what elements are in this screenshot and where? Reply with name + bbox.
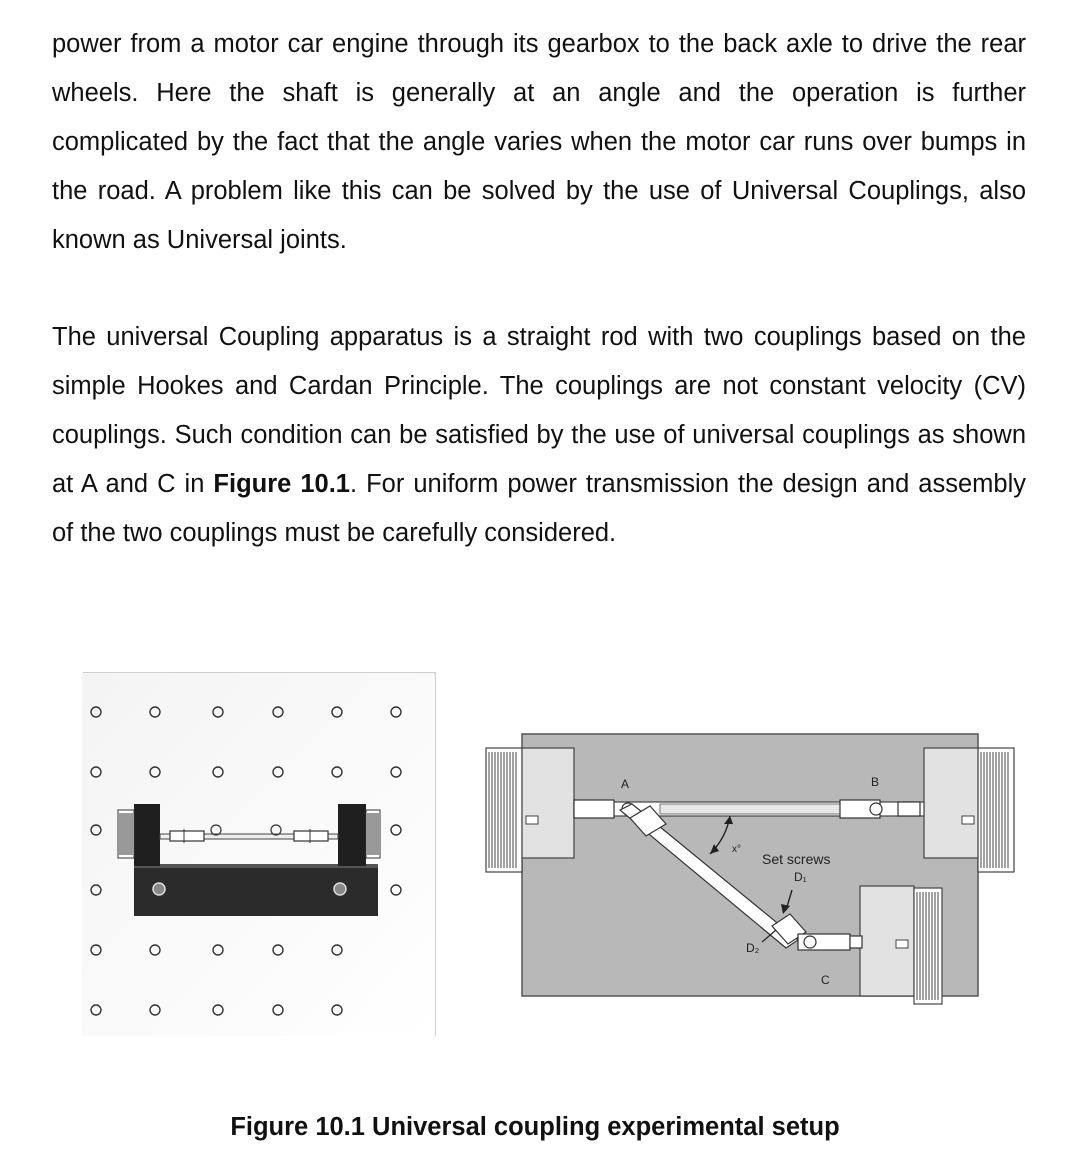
base-screw-icon (334, 883, 346, 895)
right-bearing-block (338, 804, 366, 866)
label-angle: x° (732, 844, 741, 855)
joint-b-icon (870, 803, 882, 815)
label-c: C (821, 973, 830, 987)
label-set-screws: Set screws (762, 851, 831, 867)
coupling-a-yoke (574, 800, 614, 818)
base-screw-icon (153, 883, 165, 895)
paragraph-apparatus-text-1: The universal Coupling apparatus is a straight rod with two couplings based on the simple Hookes and Cardan Principle. The couplings are not constant velocity (CV) couplings. Such condition can be satisfied by the use of universal couplings as shown at A and C in (52, 323, 1026, 498)
label-d2: D₂ (746, 941, 760, 955)
joint-c-icon (804, 936, 816, 948)
paragraph-intro: power from a motor car engine through its gearbox to the back axle to drive the rear wheels. Here the shaft is generally at an angle and the operation is further complicated by the fact that the angle varies when the motor car runs over bumps in the road. A problem like this can be solved by the use of Universal Couplings, also known as Universal joints. (52, 30, 1026, 254)
label-b: B (871, 775, 880, 789)
right-bearing-housing (924, 748, 978, 858)
left-bearing-housing (522, 748, 574, 858)
coupling-right (294, 831, 328, 841)
figure-caption: Figure 10.1 Universal coupling experimental setup (230, 1113, 840, 1141)
universal-coupling-schematic (480, 718, 1020, 1010)
label-d1: D₁ (794, 870, 807, 884)
figure-reference: Figure 10.1 (213, 470, 350, 498)
left-bearing-block (134, 804, 160, 866)
paragraph-apparatus-text-2: . For uniform power transmission the design and assembly of the two couplings must be carefully considered. (52, 470, 1026, 547)
pegboard-apparatus-illustration (82, 672, 436, 1036)
coupling-left (170, 831, 204, 841)
label-a: A (621, 777, 630, 791)
paragraph-apparatus (52, 313, 1026, 558)
